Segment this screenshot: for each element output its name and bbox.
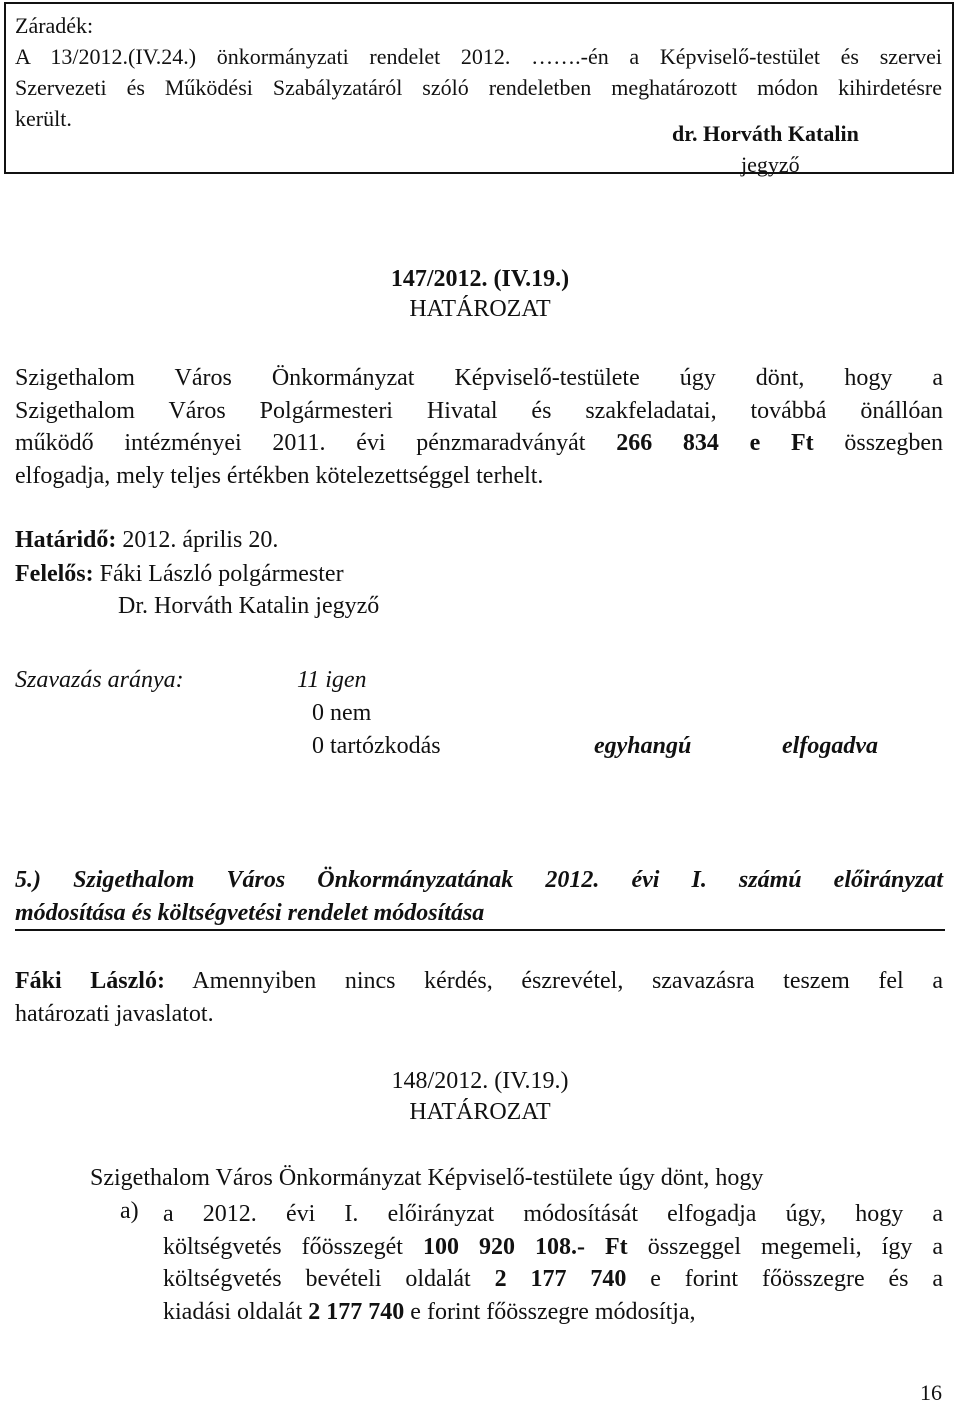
list-item-a-line-4: [163, 1296, 943, 1329]
zaradek-signature-title: jegyző: [741, 152, 800, 177]
deadline-value: 2012. április 20.: [122, 527, 279, 553]
resolution-147-title: HATÁROZAT: [409, 296, 551, 322]
resolution-148-title: HATÁROZAT: [409, 1099, 551, 1125]
vote-yes: 11 igen: [297, 667, 367, 693]
section-divider: [15, 929, 945, 931]
responsible-value-1: Fáki László polgármester: [99, 561, 344, 587]
deadline: [15, 527, 278, 554]
resolution-147-line-3-end: összegben: [844, 430, 944, 456]
zaradek-line-3: került.: [15, 106, 72, 131]
list-item-a-line-1: a 2012. évi I. előirányzat módosítását elfogadja úgy, hogy a: [163, 1201, 943, 1227]
vote-result: elfogadva: [782, 733, 878, 759]
resolution-147-line-2: Szigethalom Város Polgármesteri Hivatal és szakfeladatai, továbbá önállóan: [15, 397, 943, 424]
resolution-147-number: 147/2012. (IV.19.): [390, 266, 570, 292]
list-marker-a: a): [120, 1198, 139, 1224]
resolution-147-line-1: Szigethalom Város Önkormányzat Képviselő-testülete úgy dönt, hogy a: [15, 365, 943, 391]
list-item-a: [163, 1198, 943, 1328]
resolution-147-line-4: elfogadja, mely teljes értékben kötelezettséggel terhelt.: [15, 462, 544, 489]
item-line-2-text: költségvetés főösszegét: [163, 1233, 403, 1260]
section-5-heading: [15, 864, 943, 929]
zaradek-signature-name: dr. Horváth Katalin: [672, 121, 859, 146]
responsible-label: Felelős:: [15, 561, 94, 587]
resolution-147-line-3-text: működő intézményei 2011. évi pénzmaradványát: [15, 430, 586, 456]
list-item-a-line-2: [163, 1231, 943, 1264]
vote-no: 0 nem: [312, 700, 372, 726]
deadline-label: Határidő:: [15, 527, 117, 553]
responsible: [15, 561, 344, 588]
vote-label: Szavazás aránya:: [15, 667, 184, 693]
list-item-a-line-3: [163, 1263, 943, 1296]
item-line-4-text: kiadási oldalát: [163, 1298, 303, 1325]
section-5-title-1: Szigethalom Város Önkormányzatának 2012. évi I. számú előirányzat: [73, 867, 944, 893]
resolution-148-number: 148/2012. (IV.19.): [391, 1068, 569, 1094]
section-5-number: 5.): [15, 867, 41, 893]
item-line-3-end: e forint főösszegre és a: [650, 1266, 944, 1292]
section-5-line-1: [15, 864, 943, 897]
section-5-line-2: módosítása és költségvetési rendelet módosítása: [15, 899, 485, 926]
zaradek-line-2: Szervezeti és Működési Szabályzatáról szóló rendeletben meghatározott módon kihirdetésre: [15, 75, 942, 100]
resolution-147-line-3: [15, 427, 943, 460]
zaradek-box: [4, 2, 954, 177]
page-number: 16: [920, 1380, 942, 1405]
speech-line-2: határozati javaslatot.: [15, 1000, 214, 1027]
speech: [15, 965, 943, 1030]
speech-speaker: Fáki László:: [15, 968, 165, 994]
resolution-147-body: [15, 362, 943, 492]
item-line-4-amount: 2 177 740: [308, 1298, 405, 1325]
item-line-3-amount: 2 177 740: [494, 1266, 627, 1292]
zaradek-line-1: A 13/2012.(IV.24.) önkormányzati rendelet 2012. …….-én a Képviselő-testület és szervei: [15, 44, 942, 69]
resolution-148-intro: Szigethalom Város Önkormányzat Képviselő-testülete úgy dönt, hogy: [90, 1165, 764, 1191]
item-line-2-amount: 100 920 108.- Ft: [422, 1233, 628, 1260]
speech-line-1: [15, 965, 943, 998]
item-line-3-text: költségvetés bevételi oldalát: [163, 1266, 471, 1292]
zaradek-text: [15, 10, 942, 134]
item-line-2-end: összeggel megemeli, így a: [647, 1233, 943, 1260]
vote-abstain: 0 tartózkodás: [312, 733, 441, 759]
speech-text-1: Amennyiben nincs kérdés, észrevétel, szavazásra teszem fel a: [192, 968, 943, 994]
resolution-147-amount: 266 834 e Ft: [616, 430, 814, 456]
responsible-value-2: Dr. Horváth Katalin jegyző: [118, 593, 380, 619]
vote-unanimous: egyhangú: [594, 733, 692, 759]
item-line-4-end: e forint főösszegre módosítja,: [410, 1298, 696, 1325]
zaradek-heading: Záradék:: [15, 13, 94, 38]
